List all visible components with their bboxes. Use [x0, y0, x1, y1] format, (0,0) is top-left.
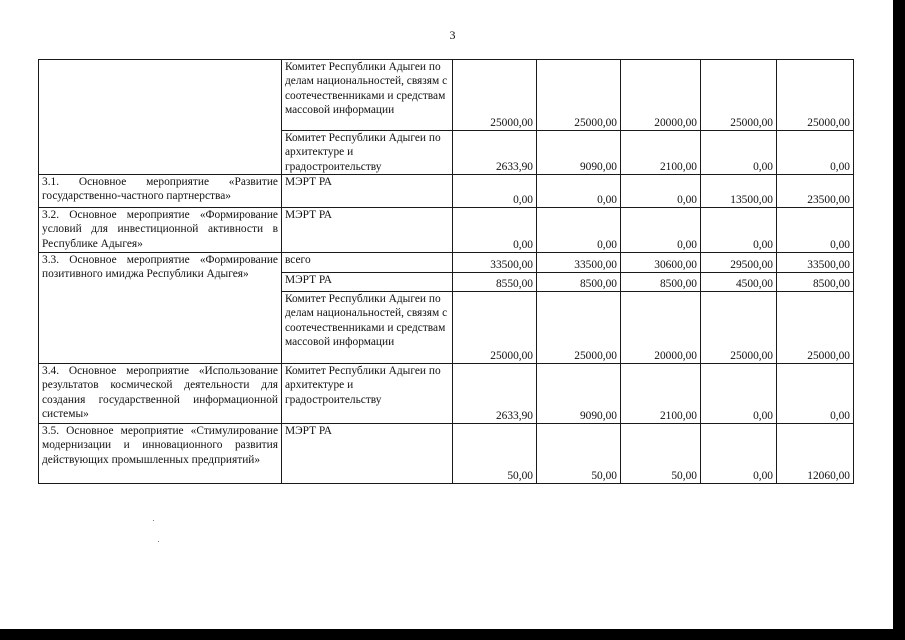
value-cell: 25000,00 [453, 292, 537, 364]
value-cell: 0,00 [537, 175, 621, 208]
value-cell: 2100,00 [621, 131, 701, 175]
value-cell: 33500,00 [777, 253, 854, 273]
value-cell: 25000,00 [777, 60, 854, 131]
page-number: 3 [449, 28, 456, 42]
event-cell: 3.3. Основное мероприятие «Формирование позитивного имиджа Республики Адыгея» [39, 253, 282, 364]
value-cell: 8500,00 [537, 273, 621, 292]
value-cell: 8550,00 [453, 273, 537, 292]
budget-table [38, 59, 854, 484]
executor-cell: МЭРТ РА [282, 424, 453, 484]
table-row [39, 424, 854, 484]
value-cell: 8500,00 [621, 273, 701, 292]
value-cell: 0,00 [453, 175, 537, 208]
event-cell: 3.1. Основное мероприятие «Развитие государственно-частного партнерства» [39, 175, 282, 208]
value-cell: 9090,00 [537, 364, 621, 424]
scan-speck [158, 541, 159, 542]
table-row [39, 364, 854, 424]
executor-cell: МЭРТ РА [282, 208, 453, 253]
value-cell: 33500,00 [537, 253, 621, 273]
executor-cell: МЭРТ РА [282, 175, 453, 208]
value-cell: 30600,00 [621, 253, 701, 273]
value-cell: 0,00 [777, 131, 854, 175]
event-cell: 3.2. Основное мероприятие «Формирование условий для инвестиционной активности в Республике Адыгея» [39, 208, 282, 253]
event-cell: 3.5. Основное мероприятие «Стимулирование модернизации и инновационного развития действующих промышленных предприятий» [39, 424, 282, 484]
value-cell: 23500,00 [777, 175, 854, 208]
executor-cell: всего [282, 253, 453, 273]
value-cell: 29500,00 [701, 253, 777, 273]
value-cell: 0,00 [777, 208, 854, 253]
value-cell: 0,00 [701, 364, 777, 424]
executor-cell: Комитет Республики Адыгеи по архитектуре и градостроительству [282, 364, 453, 424]
value-cell: 9090,00 [537, 131, 621, 175]
value-cell: 2633,90 [453, 131, 537, 175]
value-cell: 13500,00 [701, 175, 777, 208]
event-cell: 3.4. Основное мероприятие «Использование результатов космической деятельности для создания государственной информационной системы» [39, 364, 282, 424]
value-cell: 2633,90 [453, 364, 537, 424]
value-cell: 25000,00 [701, 292, 777, 364]
value-cell: 12060,00 [777, 424, 854, 484]
value-cell: 25000,00 [453, 60, 537, 131]
value-cell: 0,00 [701, 208, 777, 253]
value-cell: 50,00 [621, 424, 701, 484]
value-cell: 25000,00 [537, 292, 621, 364]
value-cell: 0,00 [701, 424, 777, 484]
value-cell: 0,00 [621, 175, 701, 208]
event-cell-continued [39, 60, 282, 175]
value-cell: 33500,00 [453, 253, 537, 273]
value-cell: 50,00 [453, 424, 537, 484]
value-cell: 25000,00 [701, 60, 777, 131]
table-row [39, 208, 854, 253]
value-cell: 4500,00 [701, 273, 777, 292]
executor-cell: Комитет Республики Адыгеи по делам национальностей, связям с соотечественниками и средствам массовой информации [282, 60, 453, 131]
table-row [39, 175, 854, 208]
value-cell: 8500,00 [777, 273, 854, 292]
value-cell: 0,00 [453, 208, 537, 253]
value-cell: 50,00 [537, 424, 621, 484]
value-cell: 0,00 [701, 131, 777, 175]
table-row [39, 253, 854, 273]
value-cell: 2100,00 [621, 364, 701, 424]
table-row [39, 60, 854, 131]
executor-cell: МЭРТ РА [282, 273, 453, 292]
value-cell: 25000,00 [537, 60, 621, 131]
value-cell: 0,00 [777, 364, 854, 424]
executor-cell: Комитет Республики Адыгеи по архитектуре и градостроительству [282, 131, 453, 175]
value-cell: 25000,00 [777, 292, 854, 364]
value-cell: 0,00 [537, 208, 621, 253]
value-cell: 0,00 [621, 208, 701, 253]
scan-right-edge [893, 0, 905, 640]
value-cell: 20000,00 [621, 292, 701, 364]
scan-speck [153, 520, 154, 521]
value-cell: 20000,00 [621, 60, 701, 131]
executor-cell: Комитет Республики Адыгеи по делам национальностей, связям с соотечественниками и средствам массовой информации [282, 292, 453, 364]
scan-bottom-edge [0, 629, 905, 640]
